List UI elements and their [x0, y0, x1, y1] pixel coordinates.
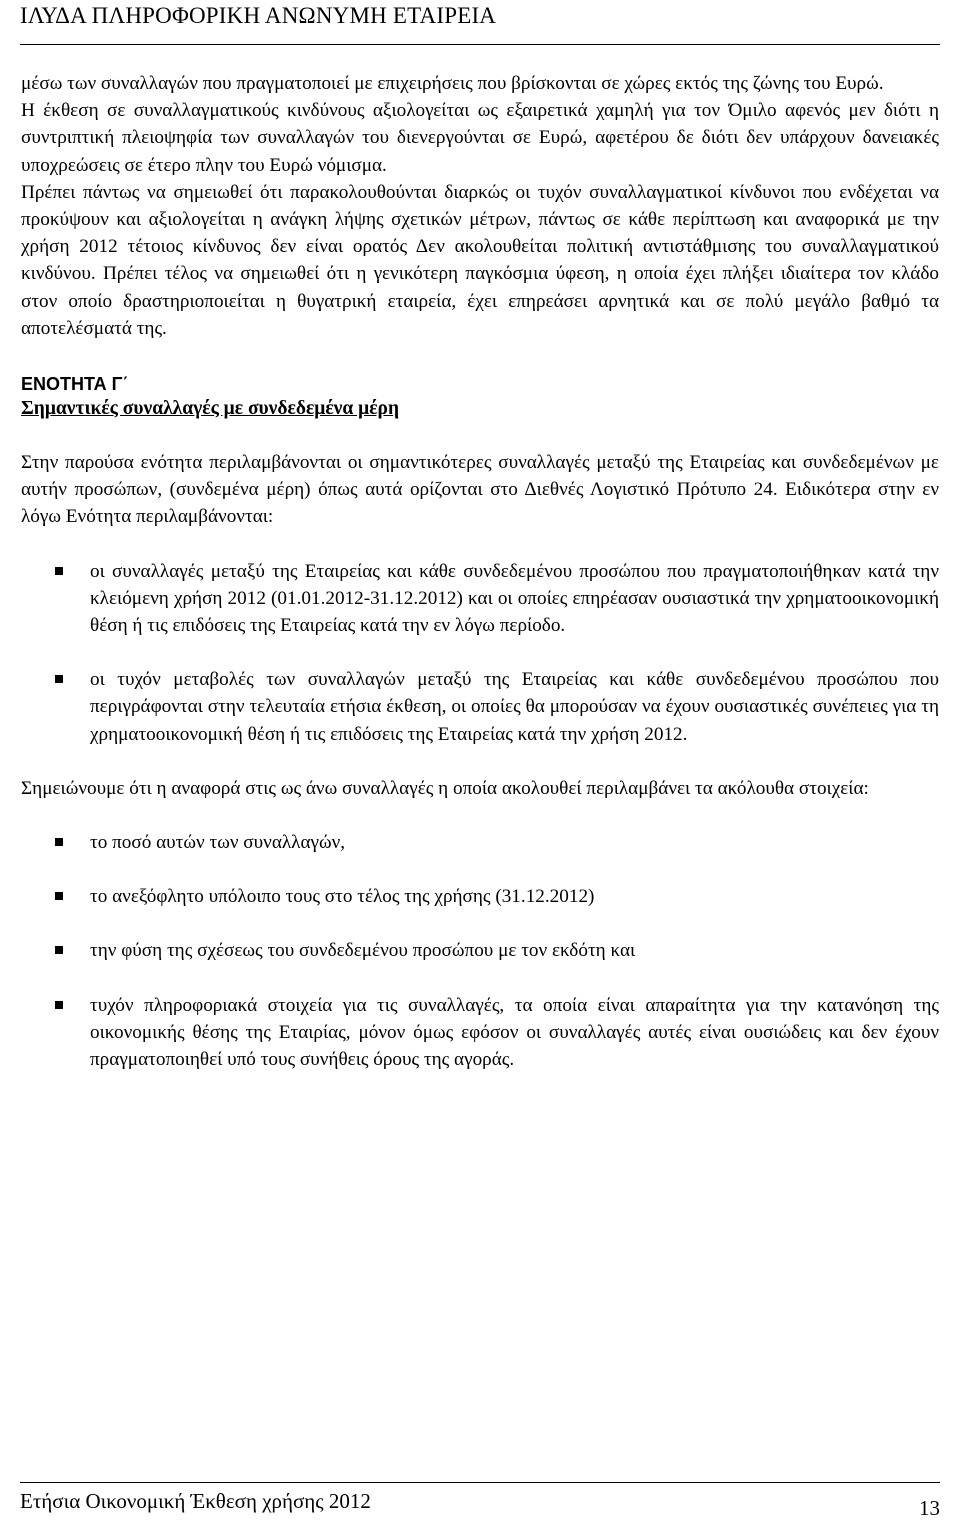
square-bullet-icon — [55, 946, 63, 954]
list-item-text: την φύση της σχέσεως του συνδεδεμένου προσώπου με τον εκδότη και — [90, 940, 636, 962]
list-item — [21, 937, 939, 964]
page-header — [20, 0, 940, 45]
section-heading: ΕΝΟΤΗΤΑ Γ΄ — [21, 374, 129, 395]
list-item — [21, 666, 939, 748]
disclosure-items-list — [21, 829, 939, 1073]
square-bullet-icon — [55, 1001, 63, 1009]
list-item-text: το ανεξόφλητο υπόλοιπο τους στο τέλος της χρήσης (31.12.2012) — [90, 886, 595, 908]
list-item — [21, 558, 939, 640]
company-title: ΙΛΥΔΑ ΠΛΗΡΟΦΟΡΙΚΗ ΑΝΩΝΥΜΗ ΕΤΑΙΡΕΙΑ — [20, 3, 497, 28]
report-title: Ετήσια Οικονομική Έκθεση χρήσης 2012 — [20, 1489, 371, 1513]
list-item-text: το ποσό αυτών των συναλλαγών, — [90, 832, 346, 854]
list-item — [21, 992, 939, 1074]
list-item-text: οι τυχόν μεταβολές των συναλλαγών μεταξύ της Εταιρείας και κάθε συνδεδεμένου προσώπου που περιγράφονται στην τελευταία ετήσια έκθεση, οι οποίες θα μπορούσαν να έχουν ουσιαστικές συνέπειες για τη χρηματοοικονομική θέση ή τις επιδόσεις της Εταιρείας κατά την χρήση 2012. — [90, 669, 939, 745]
document-body — [21, 70, 939, 1073]
included-items-list — [21, 558, 939, 748]
list-item — [21, 829, 939, 856]
page-footer — [20, 1482, 940, 1520]
paragraph-currency-zone: μέσω των συναλλαγών που πραγματοποιεί με επιχειρήσεις που βρίσκονται σε χώρες εκτός της ζώνης του Ευρώ. — [21, 73, 884, 94]
page-number: 13 — [919, 1496, 940, 1520]
paragraph-fx-monitoring: Πρέπει πάντως να σημειωθεί ότι παρακολουθούνται διαρκώς οι τυχόν συναλλαγματικοί κίνδυνοι που ενδέχεται να προκύψουν και αξιολογείται η ανάγκη λήψης σχετικών μέτρων, πάντως σε κάθε περίπτωση και αναφορικά με την χρήση 2012 τέτοιος κίνδυνος δεν είναι ορατός Δεν ακολουθείται πολιτική αντιστάθμισης του συναλλαγματικού κινδύνου. Πρέπει τέλος να σημειωθεί ότι η γενικότερη παγκόσμια ύφεση, η οποία έχει πλήξει ιδιαίτερα τον κλάδο στον οποίο δραστηριοποιείται η θυγατρική εταιρεία, έχει επηρεάσει αρνητικά και σε πολύ μεγάλο βαθμό τα αποτελέσματά της. — [21, 181, 939, 339]
note-paragraph: Σημειώνουμε ότι η αναφορά στις ως άνω συναλλαγές η οποία ακολουθεί περιλαμβάνει τα ακόλουθα στοιχεία: — [21, 777, 869, 799]
list-item — [21, 883, 939, 910]
section-intro: Στην παρούσα ενότητα περιλαμβάνονται οι σημαντικότερες συναλλαγές μεταξύ της Εταιρείας και συνδεδεμένων με αυτήν προσώπων, (συνδεμένα μέρη) όπως αυτά ορίζονται στο Διεθνές Λογιστικό Πρότυπο 24. Ειδικότερα στην εν λόγω Ενότητα περιλαμβάνονται: — [21, 452, 939, 528]
square-bullet-icon — [55, 838, 63, 846]
square-bullet-icon — [55, 567, 63, 575]
section-subheading: Σημαντικές συναλλαγές με συνδεδεμένα μέρη — [21, 398, 400, 420]
square-bullet-icon — [55, 892, 63, 900]
list-item-text: οι συναλλαγές μεταξύ της Εταιρείας και κάθε συνδεδεμένου προσώπου που πραγματοποιήθηκαν κατά την κλειόμενη χρήση 2012 (01.01.2012-31.12.2012) και οι οποίες επηρέασαν ουσιαστικά την χρηματοοικονομική θέση ή τις επιδόσεις της Εταιρείας κατά την εν λόγω περίοδο. — [90, 560, 939, 637]
paragraph-fx-exposure: Η έκθεση σε συναλλαγματικούς κινδύνους αξιολογείται ως εξαιρετικά χαμηλή για τον Όμιλο αφενός μεν διότι η συντριπτική πλειοψηφία των συναλλαγών του διενεργούνται σε Ευρώ, αφετέρου δε διότι δεν υπάρχουν δανειακές υποχρεώσεις σε έτερο πλην του Ευρώ νόμισμα. — [21, 100, 939, 176]
square-bullet-icon — [55, 675, 63, 683]
list-item-text: τυχόν πληροφοριακά στοιχεία για τις συναλλαγές, τα οποία είναι απαραίτητα για την κατανόηση της οικονομικής θέσης της Εταιρίας, μόνον όμως εφόσον οι συναλλαγές αυτές είναι ουσιώδεις και δεν έχουν πραγματοποιηθεί υπό τους συνήθεις όρους της αγοράς. — [90, 994, 939, 1071]
